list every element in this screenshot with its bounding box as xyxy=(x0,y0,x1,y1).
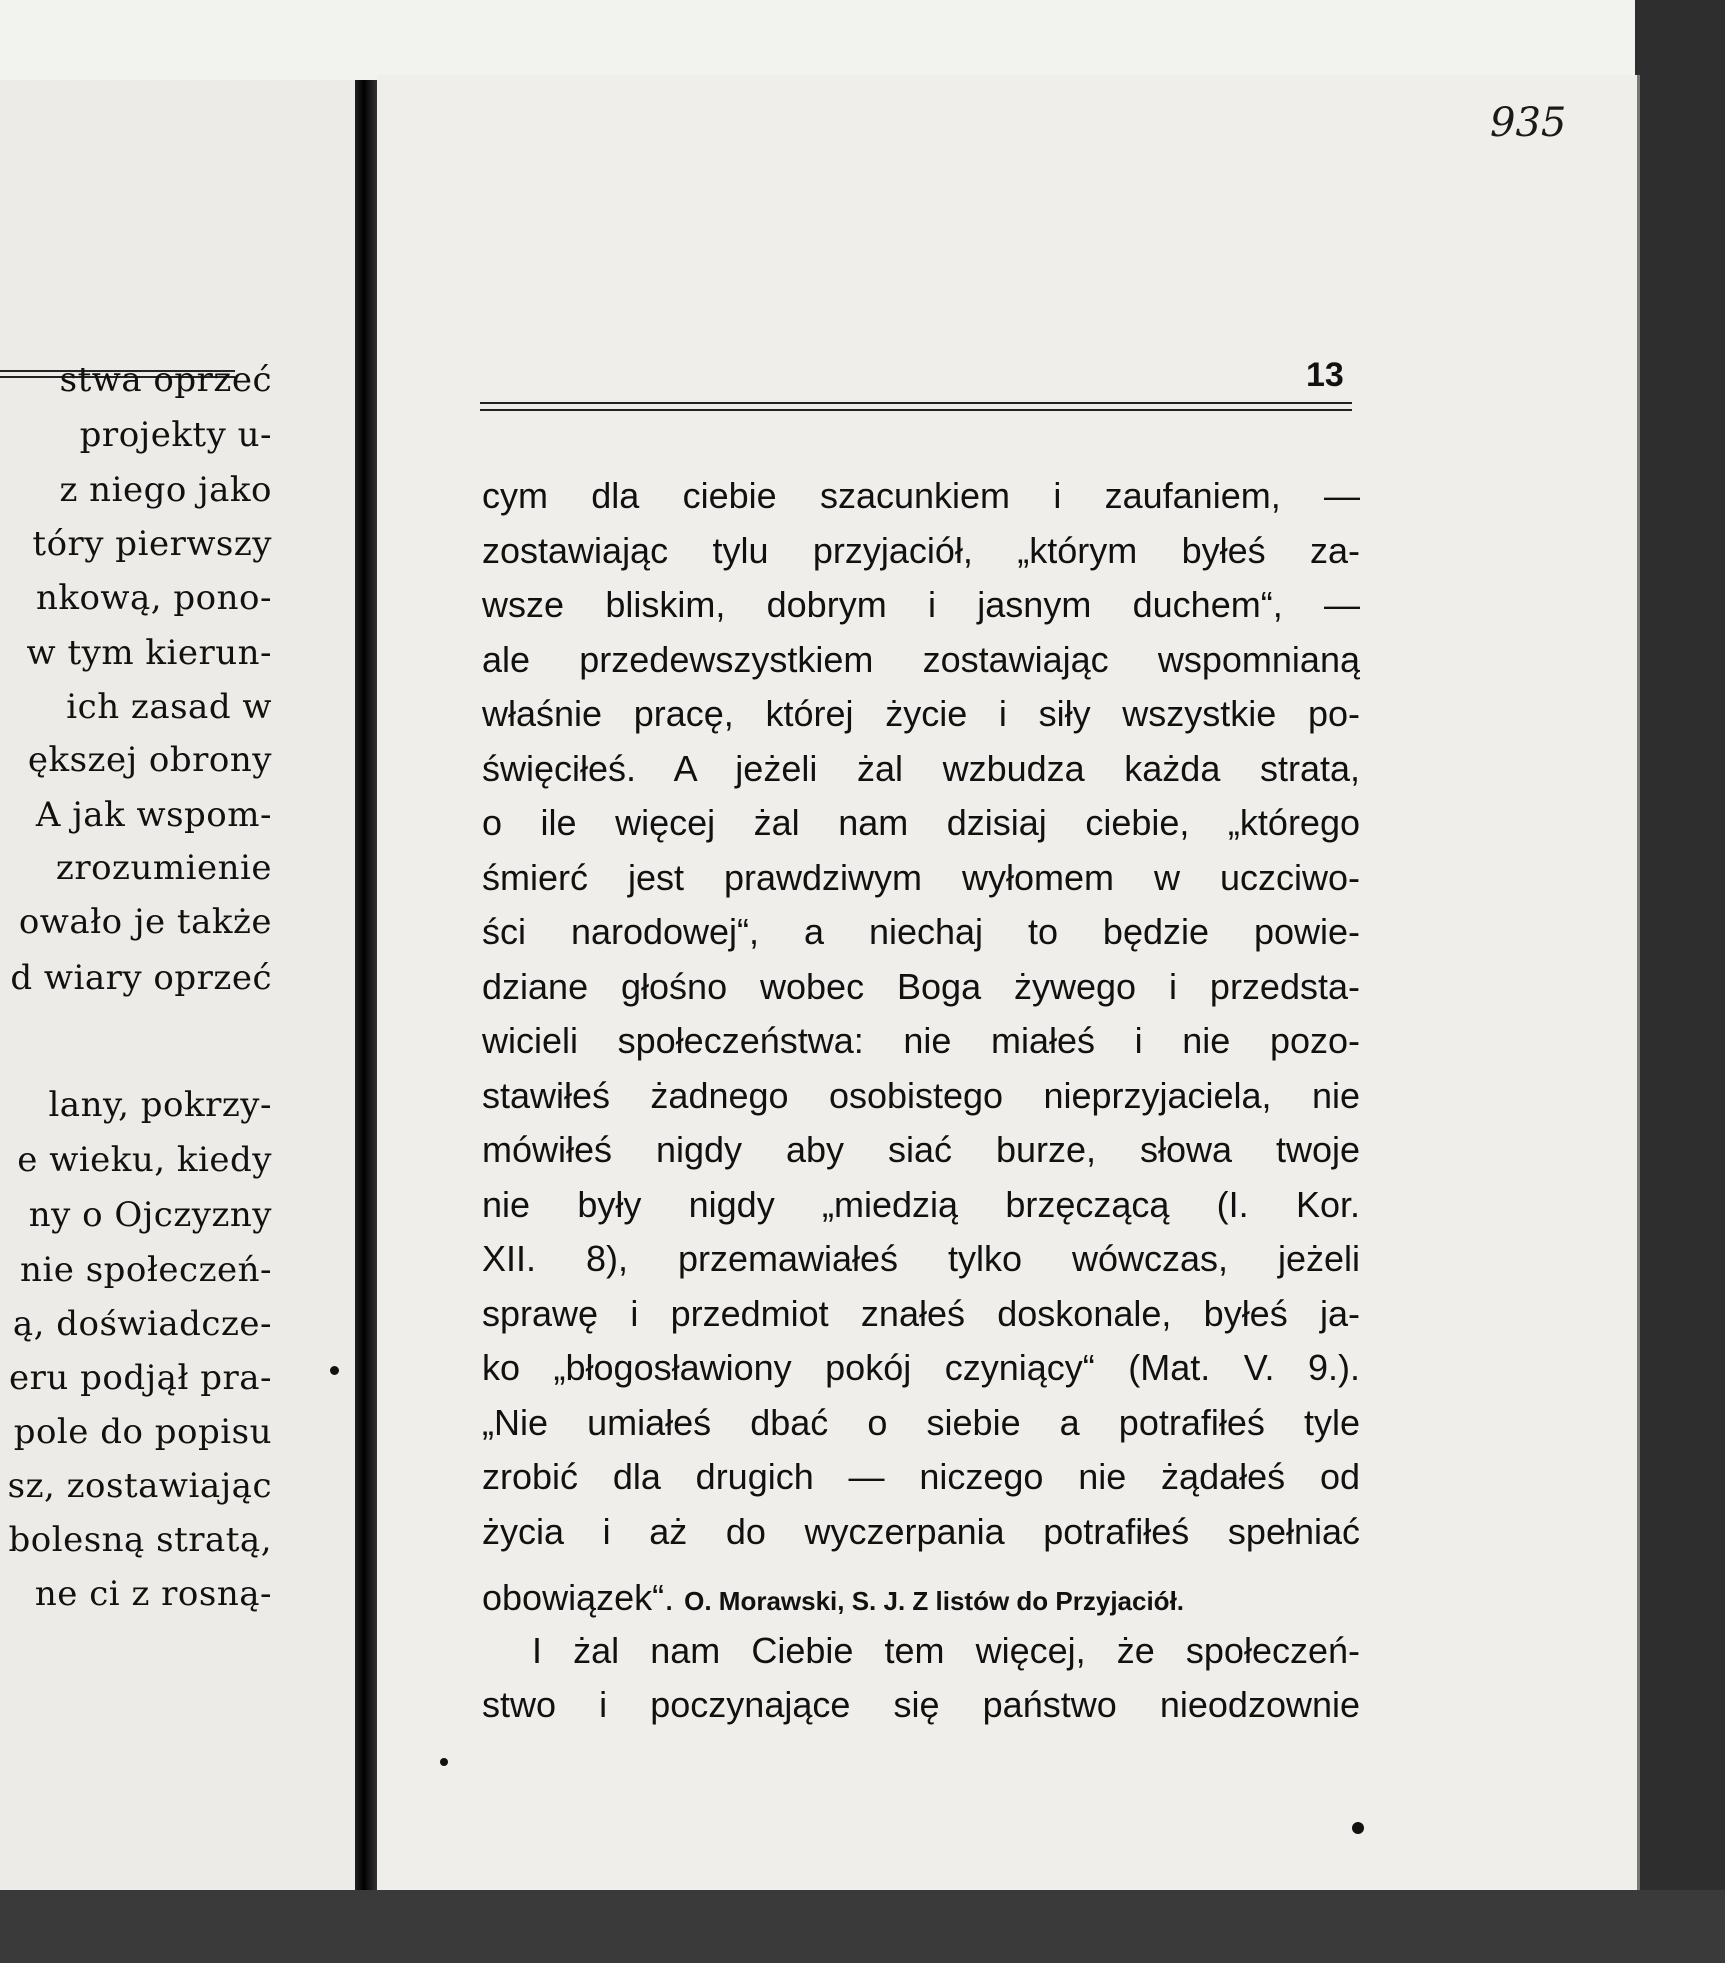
body-text-line: cym dla ciebie szacunkiem i zaufaniem, — xyxy=(482,475,1360,516)
paragraph-text-line: I żal nam Ciebie tem więcej, że społeczeń- xyxy=(532,1630,1360,1671)
body-text-line: ści narodowej“, a niechaj to będzie powie- xyxy=(482,911,1360,952)
quote-attribution: O. Morawski, S. J. Z listów do Przyjaciół. xyxy=(684,1586,1185,1616)
body-text-line: nie były nigdy „miedzią brzęczącą (I. Kor. xyxy=(482,1183,1360,1225)
left-page-line: stwa oprzeć xyxy=(59,360,272,400)
handwritten-folio-mark: 935 xyxy=(1490,100,1567,146)
body-text-line: ale przedewszystkiem zostawiając wspomnianą xyxy=(482,638,1360,680)
left-page-line: zrozumienie xyxy=(55,848,272,888)
left-page-line: ą, doświadcze- xyxy=(12,1304,272,1344)
header-double-rule xyxy=(480,402,1352,416)
quote-end-line xyxy=(482,1577,1360,1618)
left-page-line: w tym kierun- xyxy=(26,633,272,673)
page-number: 13 xyxy=(1306,356,1344,394)
left-page-line: tóry pierwszy xyxy=(32,524,272,564)
left-page-line: projekty u- xyxy=(79,415,272,455)
body-text-line: wsze bliskim, dobrym i jasnym duchem“, — xyxy=(482,584,1360,625)
left-page-line: owało je także xyxy=(18,902,272,942)
body-text-line: właśnie pracę, której życie i siły wszystkie po- xyxy=(482,693,1360,734)
body-text-line: święciłeś. A jeżeli żal wzbudza każda strata, xyxy=(482,747,1360,789)
body-text-line: zrobić dla drugich — niczego nie żądałeś od xyxy=(482,1456,1360,1497)
body-text-line: „Nie umiałeś dbać o siebie a potrafiłeś tyle xyxy=(482,1401,1360,1443)
left-page-line: z niego jako xyxy=(59,470,272,510)
left-page-line: A jak wspom- xyxy=(35,795,272,835)
paragraph-text-line: stwo i poczynające się państwo nieodzownie xyxy=(482,1684,1360,1725)
book-spine xyxy=(355,80,377,1890)
body-text-line: życia i aż do wyczerpania potrafiłeś spełniać xyxy=(482,1510,1360,1552)
body-text-line: zostawiając tylu przyjaciół, „którym byłeś za- xyxy=(482,529,1360,571)
body-text-line: mówiłeś nigdy aby siać burze, słowa twoje xyxy=(482,1129,1360,1170)
left-page-line: ich zasad w xyxy=(66,687,272,727)
left-page-line: eru podjął pra- xyxy=(9,1358,272,1398)
body-text-line: stawiłeś żadnego osobistego nieprzyjaciela, nie xyxy=(482,1074,1360,1116)
scan-speck xyxy=(330,1366,339,1375)
body-text-line: XII. 8), przemawiałeś tylko wówczas, jeżeli xyxy=(482,1238,1360,1279)
left-page-line: ne ci z rosną- xyxy=(34,1574,272,1614)
left-page-line: sz, zostawiając xyxy=(7,1466,272,1506)
left-page-line: lany, pokrzy- xyxy=(48,1085,272,1125)
left-page-line: ększej obrony xyxy=(27,740,272,780)
left-page-line: d wiary oprzeć xyxy=(10,958,272,998)
quote-end-text: obowiązek“. xyxy=(482,1577,675,1618)
scan-edge-bottom xyxy=(0,1890,1725,1963)
left-page-line: e wieku, kiedy xyxy=(17,1140,272,1180)
body-text-line: sprawę i przedmiot znałeś doskonale, byłeś ja- xyxy=(482,1292,1360,1334)
scan-speck xyxy=(1352,1822,1364,1834)
left-page-line: nie społeczeń- xyxy=(20,1250,272,1290)
body-text-line: śmierć jest prawdziwym wyłomem w uczciwo- xyxy=(482,856,1360,898)
left-page-line: nkową, pono- xyxy=(35,578,272,618)
left-page-line: ny o Ojczyzny xyxy=(28,1195,272,1235)
scan-speck xyxy=(440,1758,448,1766)
body-text-line: dziane głośno wobec Boga żywego i przedsta- xyxy=(482,965,1360,1007)
body-text-line: o ile więcej żal nam dzisiaj ciebie, „którego xyxy=(482,802,1360,843)
left-page-line: bolesną stratą, xyxy=(8,1520,272,1560)
body-text-line: wicieli społeczeństwa: nie miałeś i nie pozo- xyxy=(482,1020,1360,1061)
body-text-line: ko „błogosławiony pokój czyniący“ (Mat. V. 9.). xyxy=(482,1347,1360,1388)
scan-edge-right xyxy=(1635,0,1725,1963)
left-page-line: pole do popisu xyxy=(13,1412,272,1452)
